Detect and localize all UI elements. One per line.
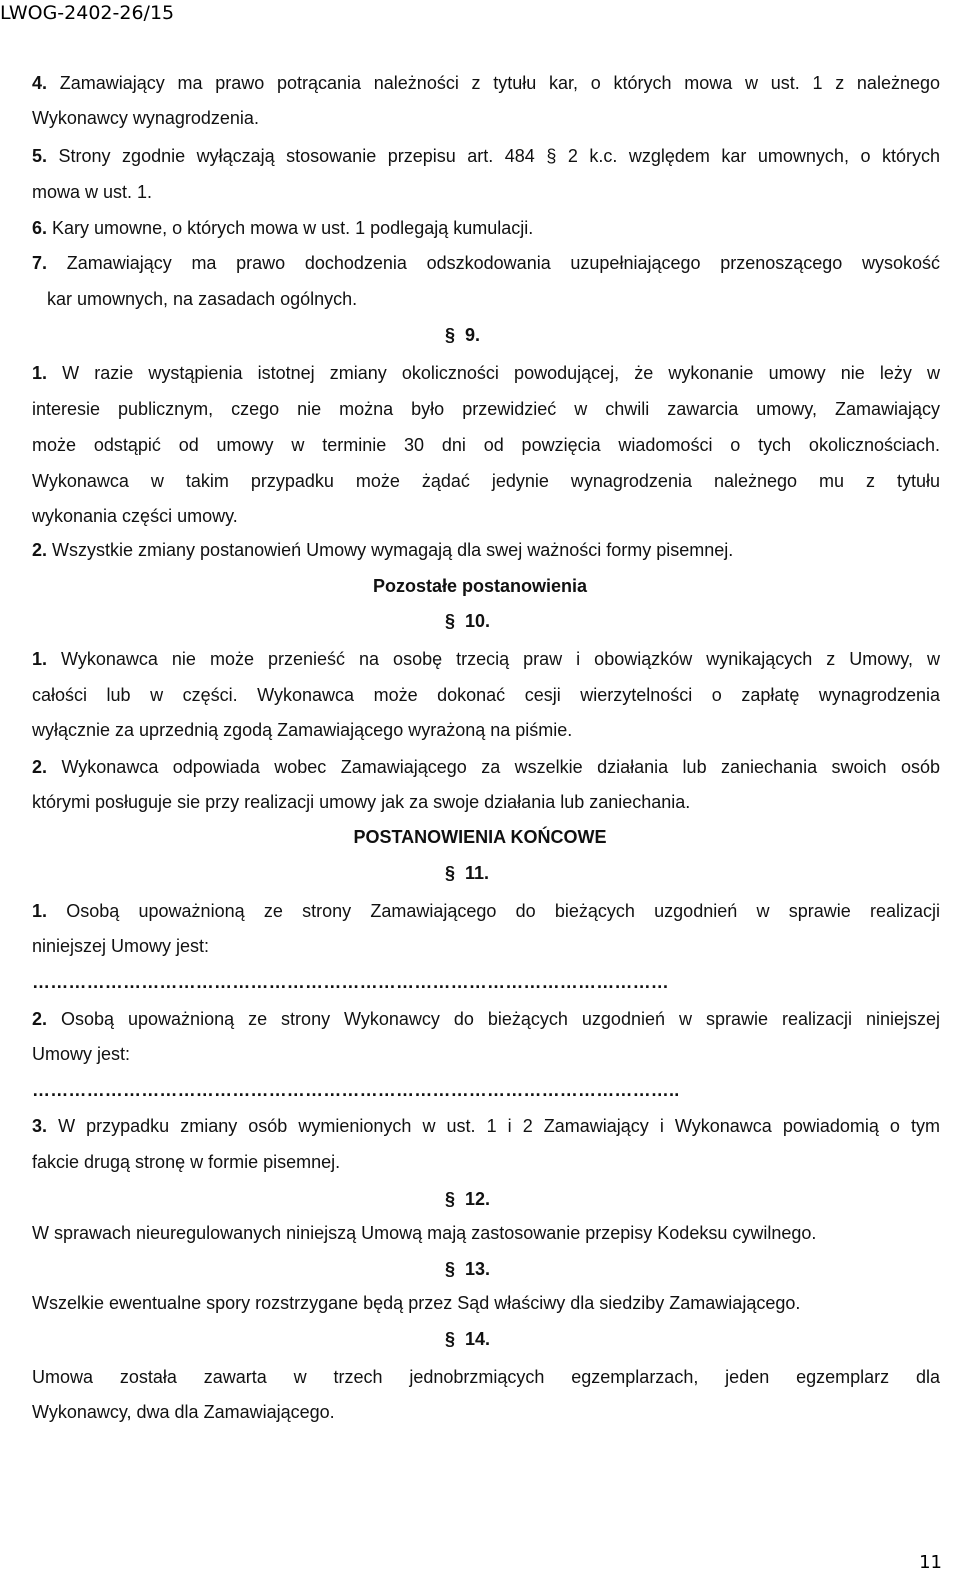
section-symbol: § xyxy=(445,1329,456,1349)
paragraph-number: 1. xyxy=(32,649,48,669)
section-10-heading xyxy=(445,610,490,632)
paragraph-number: 1. xyxy=(32,363,48,383)
section-11-para-2-line-1 xyxy=(32,1008,940,1030)
paragraph-number: 6. xyxy=(32,218,48,238)
section-9-para-1-line-1 xyxy=(32,362,940,384)
paragraph-text: Osobą upoważnioną ze strony Zamawiającego do bieżących uzgodnień w sprawie realizacji xyxy=(66,901,940,921)
section-10-para-2-line-2: którymi posługuje sie przy realizacji umowy jak za swoje działania lub zaniechania. xyxy=(32,792,691,812)
section-12-heading xyxy=(445,1188,490,1210)
paragraph-4-line-1 xyxy=(32,72,940,94)
paragraph-number: 2. xyxy=(32,540,48,560)
section-13-heading xyxy=(445,1258,490,1280)
section-11-para-1-line-1 xyxy=(32,900,940,922)
section-14-line-1: Umowa została zawarta w trzech jednobrzmiących egzemplarzach, jeden egzemplarz dla xyxy=(32,1367,940,1387)
section-11-para-2-line-2: Umowy jest: xyxy=(32,1044,131,1064)
section-number: 14. xyxy=(465,1329,491,1349)
section-symbol: § xyxy=(546,146,557,166)
section-14-line-2: Wykonawcy, dwa dla Zamawiającego. xyxy=(32,1402,335,1422)
paragraph-6 xyxy=(32,217,940,239)
section-9-para-1-line-5: wykonania części umowy. xyxy=(32,506,238,526)
section-symbol: § xyxy=(445,1259,456,1279)
paragraph-number: 7. xyxy=(32,253,48,273)
paragraph-text: Strony zgodnie wyłączają stosowanie przepisu art. 484 xyxy=(58,146,547,166)
section-11-para-1-line-2: niniejszej Umowy jest: xyxy=(32,936,210,956)
paragraph-text: W razie wystąpienia istotnej zmiany okoliczności powodującej, że wykonanie umowy nie leży w xyxy=(62,363,940,383)
section-14-heading xyxy=(445,1328,490,1350)
section-symbol: § xyxy=(445,1189,456,1209)
placeholder-dots-2: …………………………………………………………………………………………….. xyxy=(32,1080,680,1100)
paragraph-text: Kary umowne, o których mowa w ust. 1 podlegają kumulacji. xyxy=(52,218,534,238)
section-number: 12. xyxy=(465,1189,491,1209)
section-symbol: § xyxy=(445,863,456,883)
section-10-para-2-line-1 xyxy=(32,756,940,778)
document-code: LWOG-2402-26/15 xyxy=(0,2,175,24)
section-symbol: § xyxy=(445,611,456,631)
section-9-para-2 xyxy=(32,539,940,561)
paragraph-number: 5. xyxy=(32,146,48,166)
page-number: 11 xyxy=(919,1552,942,1573)
section-number: 10. xyxy=(465,611,491,631)
paragraph-text: Osobą upoważnioną ze strony Wykonawcy do bieżących uzgodnień w sprawie realizacji niniejszej xyxy=(61,1009,940,1029)
section-12-text: W sprawach nieuregulowanych niniejszą Umową mają zastosowanie przepisy Kodeksu cywilnego. xyxy=(32,1223,817,1243)
paragraph-text: Wszystkie zmiany postanowień Umowy wymagają dla swej ważności formy pisemnej. xyxy=(52,540,734,560)
section-9-heading xyxy=(445,324,480,346)
section-11-para-3-line-1 xyxy=(32,1115,940,1137)
heading-final-provisions: POSTANOWIENIA KOŃCOWE xyxy=(353,827,607,847)
section-11-para-3-line-2: fakcie drugą stronę w formie pisemnej. xyxy=(32,1152,341,1172)
section-9-para-1-line-3: może odstąpić od umowy w terminie 30 dni od powzięcia wiadomości o tych okolicznościach. xyxy=(32,435,940,455)
paragraph-number: 4. xyxy=(32,73,48,93)
section-number: 11. xyxy=(465,863,490,883)
section-number: 13. xyxy=(465,1259,491,1279)
paragraph-text: Wykonawca nie może przenieść na osobę trzecią praw i obowiązków wynikających z Umowy, w xyxy=(61,649,940,669)
paragraph-5-line-1 xyxy=(32,145,940,167)
paragraph-text: W przypadku zmiany osób wymienionych w ust. 1 i 2 Zamawiający i Wykonawca powiadomią o tym xyxy=(58,1116,940,1136)
paragraph-7-line-1 xyxy=(32,252,940,274)
paragraph-number: 1. xyxy=(32,901,48,921)
heading-other-provisions: Pozostałe postanowienia xyxy=(372,576,588,596)
section-10-para-1-line-1 xyxy=(32,648,940,670)
paragraph-number: 2. xyxy=(32,757,48,777)
paragraph-5-line-2: mowa w ust. 1. xyxy=(32,182,153,202)
section-10-para-1-line-2: całości lub w części. Wykonawca może dokonać cesji wierzytelności o zapłatę wynagrodzenia xyxy=(32,685,940,705)
section-9-para-1-line-2: interesie publicznym, czego nie można było przewidzieć w chwili zawarcia umowy, Zamawiający xyxy=(32,399,940,419)
paragraph-4-line-2: Wykonawcy wynagrodzenia. xyxy=(32,108,259,128)
paragraph-7-line-2: kar umownych, na zasadach ogólnych. xyxy=(47,289,358,309)
paragraph-text: Wykonawca odpowiada wobec Zamawiającego za wszelkie działania lub zaniechania swoich osób xyxy=(61,757,940,777)
section-10-para-1-line-3: wyłącznie za uprzednią zgodą Zamawiającego wyrażoną na piśmie. xyxy=(32,720,573,740)
paragraph-text: Zamawiający ma prawo potrącania należności z tytułu kar, o których mowa w ust. 1 z należnego xyxy=(59,73,940,93)
section-9-para-1-line-4: Wykonawca w takim przypadku może żądać jedynie wynagrodzenia należnego mu z tytułu xyxy=(32,471,940,491)
paragraph-text: 2 k.c. względem kar umownych, o których xyxy=(556,146,940,166)
section-number: 9. xyxy=(465,325,481,345)
paragraph-number: 2. xyxy=(32,1009,48,1029)
section-11-heading xyxy=(445,862,489,884)
section-symbol: § xyxy=(445,325,456,345)
section-13-text: Wszelkie ewentualne spory rozstrzygane będą przez Sąd właściwy dla siedziby Zamawiającego. xyxy=(32,1293,801,1313)
placeholder-dots-1: …………………………………………………………………………………………… xyxy=(32,972,669,992)
paragraph-number: 3. xyxy=(32,1116,48,1136)
paragraph-text: Zamawiający ma prawo dochodzenia odszkodowania uzupełniającego przenoszącego wysokość xyxy=(66,253,940,273)
